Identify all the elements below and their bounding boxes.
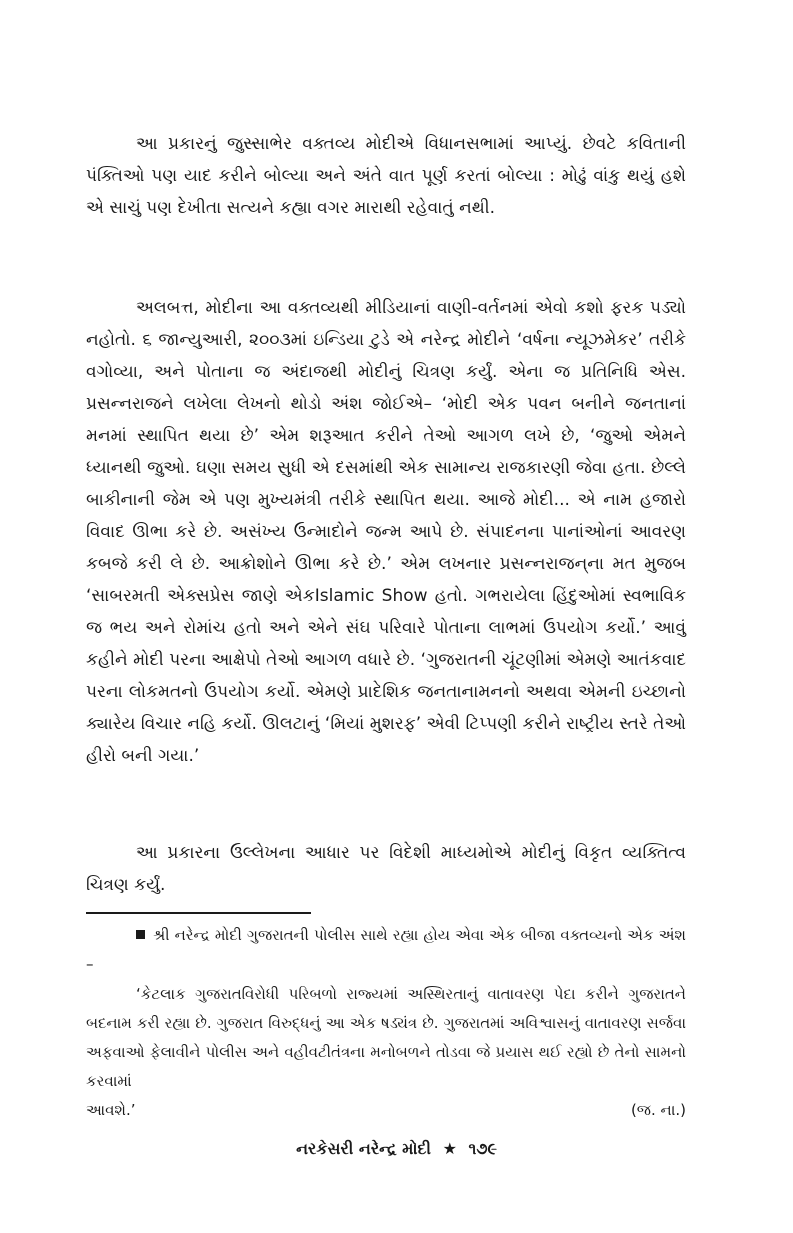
footnote-attribution: (જ. ના.) [630,1101,686,1119]
page-number: ૧૭૯ [468,1139,497,1158]
page-footer [0,1139,793,1159]
paragraph-text: અલબત્ત, મોદીના આ વક્તવ્યથી મીડિયાનાં વાણી-વર્તનમાં એવો કશો ફરક પડ્યો નહોતો. ૬ જાન્યુઆરી, ૨૦૦૩માં ઇન્ડિયા ટુડે એ નરેન્દ્ર મોદીને ‘વર્ષના ન્યૂઝમેકર’ તરીકે વગોવ્યા, અને પોતાના જ અંદાજથી મોદીનું ચિત્રણ કર્યું. એના જ પ્રતિનિધિ એસ. પ્રસન્નરાજને લખેલા લેખનો થોડો અંશ જોઈએ– ‘મોદી એક પવન બનીને જનતાનાં મનમાં સ્થાપિત થયા છે’ એમ શરૂઆત કરીને તેઓ આગળ લખે છે, ‘જુઓ એમને ધ્યાનથી જુઓ. ઘણા સમય સુધી એ દસમાંથી એક સામાન્ય રાજકારણી જેવા હતા. છેલ્લે બાકીનાની જેમ એ પણ મુખ્યમંત્રી તરીકે સ્થાપિત થયા. આજે મોદી... એ નામ હજારો વિવાદ ઊભા કરે છે. અસંખ્ય ઉન્માદોને જન્મ આપે છે. સંપાદનના પાનાંઓનાં આવરણ કબજે કરી લે છે. આક્રોશોને ઊભા કરે છે.’ એમ લખનાર પ્રસન્નરાજન્‌ના મત મુજબ ‘સાબરમતી એક્સપ્રેસ જાણે એકIslamic Show હતો. ગભરાયેલા હિંદુઓમાં સ્વભાવિક જ ભય અને રોમાંચ હતો અને એને સંઘ પરિવારે પોતાના લાભમાં ઉપયોગ કર્યો.’ આવું કહીને મોદી પરના આક્ષેપો તેઓ આગળ વધારે છે. ‘ગુજરાતની ચૂંટણીમાં એમણે આતંકવાદ પરના લોકમતનો ઉપયોગ કર્યો. એમણે પ્રાદેશિક જનતાનામનનો અથવા એમની ઇચ્છાનો ક્યારેય વિચાર નહિ કર્યો. ઊલટાનું ‘મિયાં મુશરફ’ એવી ટિપ્પણી કરીને રાષ્ટ્રીય સ્તરે તેઓ હીરો બની ગયા.’ [86,298,686,766]
footnote-quote [86,980,686,1125]
footnote-intro-line [86,921,686,979]
book-title: નરકેસરી નરેન્દ્ર મોદી [296,1139,431,1158]
footnote-intro-text: શ્રી નરેન્દ્ર મોદી ગુજરાતની પોલીસ સાથે રહ્યા હોય એવા એક બીજા વક્તવ્યનો એક અંશ – [86,926,686,973]
paragraph-2 [86,292,686,772]
footnote-quote-end: આવશે.’ [86,1101,136,1119]
paragraph-text: આ પ્રકારનું જુસ્સાભેર વક્તવ્ય મોદીએ વિધાનસભામાં આપ્યું. છેવટે કવિતાની પંક્તિઓ પણ યાદ કરીને બોલ્યા અને અંતે વાત પૂર્ણ કરતાં બોલ્યા : મોઢું વાંકુ થયું હશે એ સાચું પણ દેખીતા સત્યને કહ્યા વગર મારાથી રહેવાતું નથી. [86,134,686,218]
footnote-divider [86,912,311,914]
square-bullet-icon [136,930,145,939]
paragraph-text: આ પ્રકારના ઉલ્લેખના આધાર પર વિદેશી માધ્યમોએ મોદીનું વિકૃત વ્યક્તિત્વ ચિત્રણ કર્યું. [86,843,686,895]
footnote-closing-line [86,1096,686,1125]
footnote-intro [86,921,686,979]
paragraph-3 [86,837,686,901]
paragraph-1 [86,128,686,224]
footnote-quote-text: ‘કેટલાક ગુજરાતવિરોધી પરિબળો રાજ્યમાં અસ્થિરતાનું વાતાવરણ પેદા કરીને ગુજરાતને બદનામ કરી રહ્યા છે. ગુજરાત વિરુદ્ધનું આ એક ષડ્યંત્ર છે. ગુજરાતમાં અવિશ્વાસનું વાતાવરણ સર્જવા અફવાઓ ફેલાવીને પોલીસ અને વહીવટીતંત્રના મનોબળને તોડવા જે પ્રયાસ થઈ રહ્યો છે તેનો સામનો કરવામાં [86,985,686,1090]
star-icon: ★ [442,1139,457,1158]
